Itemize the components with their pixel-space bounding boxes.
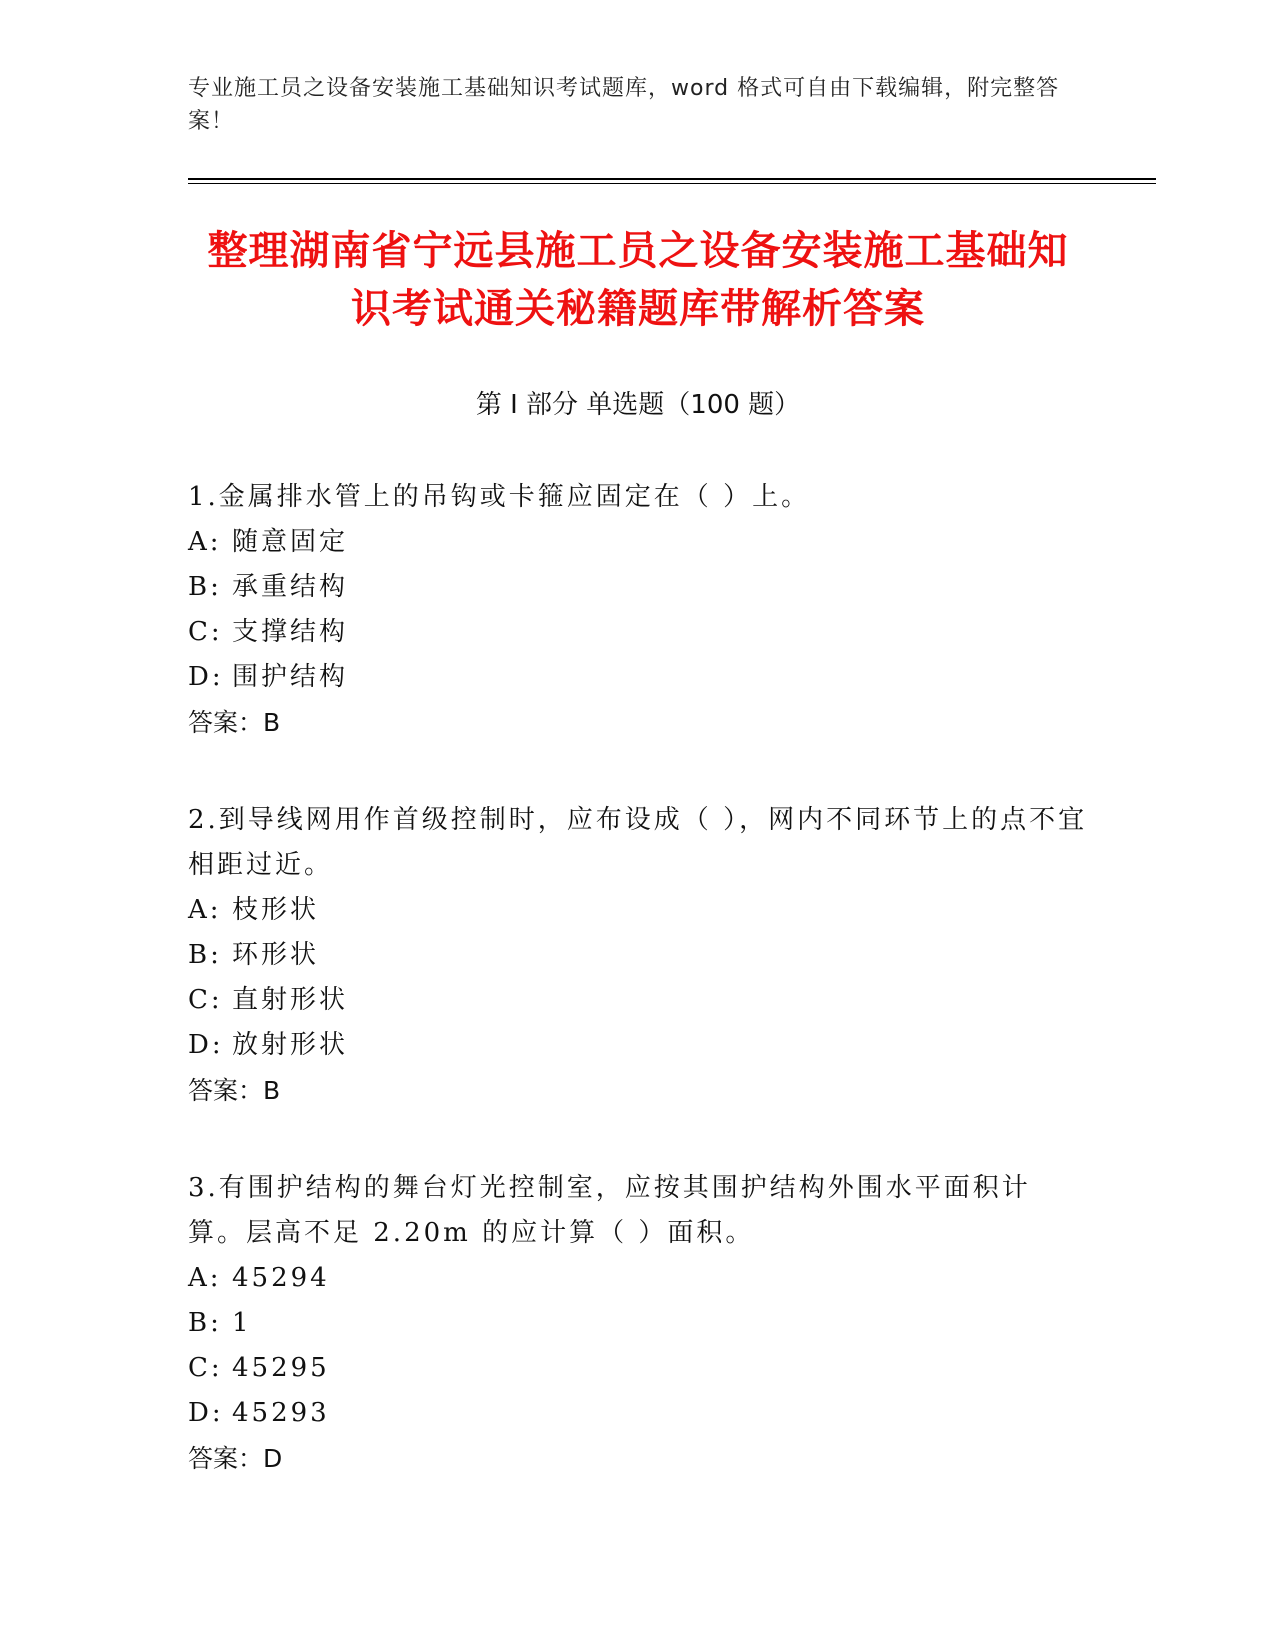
option-c bbox=[188, 610, 1088, 655]
option-text: 放射形状 bbox=[232, 1030, 349, 1060]
option-text: 承重结构 bbox=[232, 572, 349, 602]
answer-value: B bbox=[263, 1076, 281, 1105]
section-title: 第 I 部分 单选题（100 题） bbox=[475, 390, 801, 420]
option-key: C: bbox=[188, 1353, 223, 1383]
option-d bbox=[188, 1023, 1088, 1068]
answer-label: 答案： bbox=[188, 708, 264, 737]
option-text: 随意固定 bbox=[232, 527, 349, 557]
option-key: D: bbox=[188, 1030, 224, 1060]
option-key: B: bbox=[188, 572, 222, 602]
header-rule-thick bbox=[188, 178, 1156, 180]
option-key: C: bbox=[188, 617, 223, 647]
option-key: A: bbox=[188, 1263, 222, 1293]
question-list bbox=[188, 475, 1088, 1534]
question-stem: 3.有围护结构的舞台灯光控制室，应按其围护结构外围水平面积计算。层高不足 2.20m 的应计算（ ）面积。 bbox=[188, 1173, 1031, 1248]
answer-label: 答案： bbox=[188, 1076, 264, 1105]
option-key: B: bbox=[188, 1308, 222, 1338]
option-text: 围护结构 bbox=[232, 662, 349, 692]
option-b bbox=[188, 565, 1088, 610]
option-a bbox=[188, 1256, 1088, 1301]
answer-line bbox=[188, 700, 1088, 745]
option-key: B: bbox=[188, 940, 222, 970]
option-text: 1 bbox=[232, 1308, 252, 1338]
option-a bbox=[188, 888, 1088, 933]
option-b bbox=[188, 1301, 1088, 1346]
option-key: C: bbox=[188, 985, 223, 1015]
option-c bbox=[188, 978, 1088, 1023]
option-b bbox=[188, 933, 1088, 978]
question-stem: 2.到导线网用作首级控制时，应布设成（ ），网内不同环节上的点不宜相距过近。 bbox=[188, 805, 1088, 880]
option-d bbox=[188, 1391, 1088, 1436]
answer-line bbox=[188, 1436, 1088, 1481]
option-key: D: bbox=[188, 1398, 224, 1428]
question-3 bbox=[188, 1166, 1088, 1481]
option-text: 45293 bbox=[232, 1398, 330, 1428]
option-c bbox=[188, 1346, 1088, 1391]
question-stem: 1.金属排水管上的吊钩或卡箍应固定在（ ）上。 bbox=[188, 482, 811, 512]
option-d bbox=[188, 655, 1088, 700]
question-1 bbox=[188, 475, 1088, 745]
answer-value: B bbox=[263, 708, 281, 737]
answer-label: 答案： bbox=[188, 1444, 264, 1473]
option-key: A: bbox=[188, 895, 222, 925]
option-key: A: bbox=[188, 527, 222, 557]
option-text: 45294 bbox=[232, 1263, 330, 1293]
answer-line bbox=[188, 1068, 1088, 1113]
option-text: 45295 bbox=[232, 1353, 330, 1383]
document-title: 整理湖南省宁远县施工员之设备安装施工基础知识考试通关秘籍题库带解析答案 bbox=[207, 228, 1069, 332]
header-rule-thin bbox=[188, 183, 1156, 184]
option-a bbox=[188, 520, 1088, 565]
option-text: 环形状 bbox=[232, 940, 320, 970]
option-text: 直射形状 bbox=[232, 985, 349, 1015]
header-note: 专业施工员之设备安装施工基础知识考试题库，word 格式可自由下载编辑，附完整答案！ bbox=[188, 76, 1060, 134]
option-text: 枝形状 bbox=[232, 895, 320, 925]
option-text: 支撑结构 bbox=[232, 617, 349, 647]
question-2 bbox=[188, 798, 1088, 1113]
answer-value: D bbox=[263, 1444, 283, 1473]
option-key: D: bbox=[188, 662, 224, 692]
